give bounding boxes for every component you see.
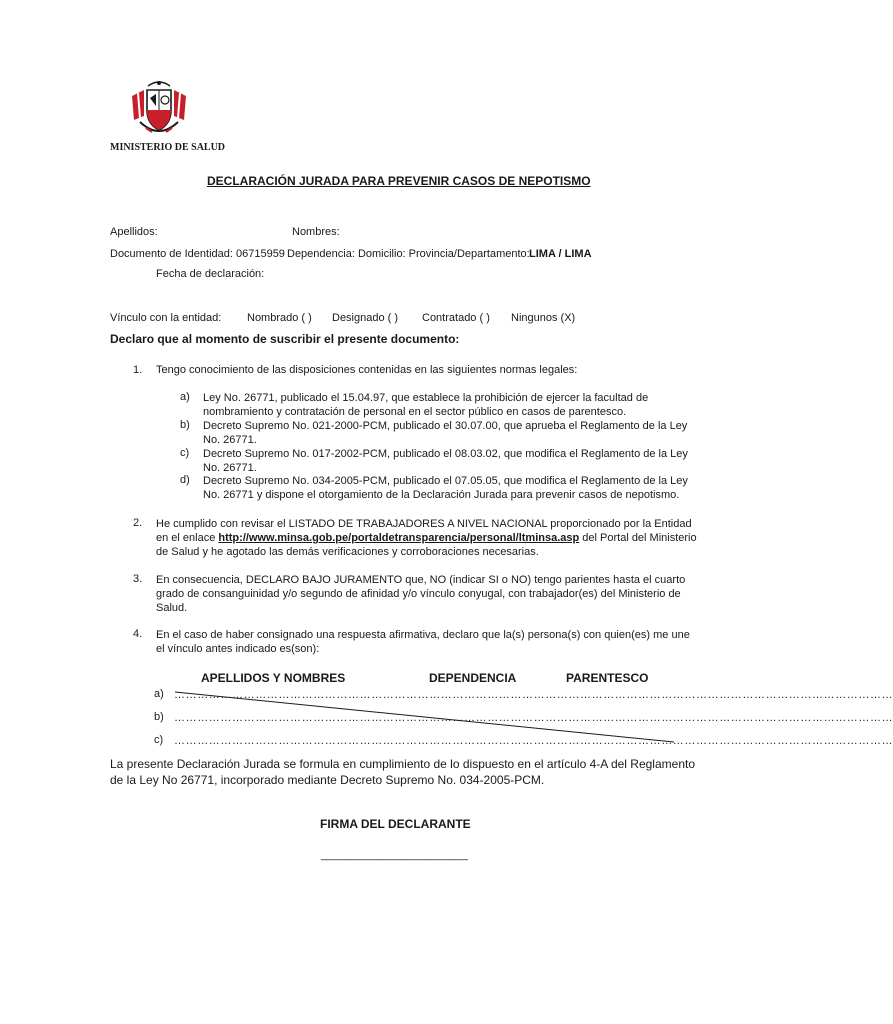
vinculo-option-nombrado: Nombrado ( ) [247,312,312,324]
declaro-heading: Declaro que al momento de suscribir el presente documento: [110,332,460,346]
item1-sub-a-letter: a) [180,391,190,403]
item1-sub-d-line2: No. 26771 y dispone el otorgamiento de la Declaración Jurada para prevenir casos de nepotismo. [203,489,680,501]
apellidos-label: Apellidos: [110,226,158,238]
fecha-label: Fecha de declaración: [156,268,265,280]
item3-line3: Salud. [156,602,188,614]
nombres-label: Nombres: [292,226,340,238]
item1-sub-c-line1: Decreto Supremo No. 017-2002-PCM, publicado el 08.03.02, que modifica el Reglamento de la Ley [203,448,688,460]
signature-line: ________________________ [321,849,468,861]
item4-line2: el vínculo antes indicado es(son): [156,643,320,655]
vinculo-option-ningunos: Ningunos (X) [511,312,576,324]
item4-line1: En el caso de haber consignado una respuesta afirmativa, declaro que la(s) persona(s) con quien(es) me une [156,629,690,641]
item1-sub-c-letter: c) [180,447,190,459]
item1-sub-d-line1: Decreto Supremo No. 034-2005-PCM, publicado el 07.05.05, que modifica el Reglamento de la Ley [203,475,688,487]
item3-line2: grado de consanguinidad y/o segundo de afinidad y/o vínculo conyugal, con trabajador(es) del Ministerio de [156,588,681,600]
item1-sub-d-letter: d) [180,474,190,486]
item1-sub-a-line2: nombramiento y contratación de personal en el sector público en casos de parentesco. [203,406,627,418]
provincia-value: LIMA / LIMA [529,248,592,260]
item3-number: 3. [133,573,143,585]
table-row-c-letter: c) [154,734,164,746]
table-header-parentesco: PARENTESCO [566,671,649,685]
item4-number: 4. [133,628,143,640]
item2-line1: He cumplido con revisar el LISTADO DE TRABAJADORES A NIVEL NACIONAL proporcionado por la Entidad [156,518,692,530]
vinculo-option-contratado: Contratado ( ) [422,312,490,324]
vinculo-option-designado: Designado ( ) [332,312,399,324]
table-row-c-dots: …………………………………………………………………………………………………………………………………………………………………… [174,735,893,747]
firma-label: FIRMA DEL DECLARANTE [320,817,471,831]
item2-number: 2. [133,517,143,529]
item1-sub-c-line2: No. 26771. [203,462,257,474]
closing-paragraph [110,756,695,788]
ministry-name: MINISTERIO DE SALUD [110,142,226,153]
item1-text: Tengo conocimiento de las disposiciones contenidas en las siguientes normas legales: [156,364,578,376]
document-title: DECLARACIÓN JURADA PARA PREVENIR CASOS DE NEPOTISMO [207,174,591,188]
item3-line1: En consecuencia, DECLARO BAJO JURAMENTO que, NO (indicar SI o NO) tengo parientes hasta el cuarto [156,574,686,586]
documento-label: Documento de Identidad: [110,248,233,260]
table-header-dependencia: DEPENDENCIA [429,671,517,685]
item1-sub-a-line1: Ley No. 26771, publicado el 15.04.97, que establece la prohibición de ejercer la facultad de [203,392,649,404]
minsa-transparency-link[interactable]: http://www.minsa.gob.pe/portaldetransparencia/personal/ltminsa.asp [218,532,580,544]
documento-value: 06715959 [235,248,285,260]
item2-line2-pre: en el enlace [156,532,219,544]
item1-sub-b-line2: No. 26771. [203,434,257,446]
item2-line2-post: del Portal del Ministerio [579,532,697,544]
table-row-b-dots: …………………………………………………………………………………………………………………………………………………………………… [174,712,893,724]
table-row-b-letter: b) [154,711,164,723]
table-row-a-letter: a) [154,688,164,700]
item1-sub-b-letter: b) [180,419,190,431]
item1-sub-b-line1: Decreto Supremo No. 021-2000-PCM, publicado el 30.07.00, que aprueba el Reglamento de la Ley [203,420,688,432]
item2-line3: de Salud y he agotado las demás verificaciones y corroboraciones necesarias. [156,546,539,558]
vinculo-label: Vínculo con la entidad: [110,312,222,324]
closing-line2: de la Ley No 26771, incorporado mediante Decreto Supremo No. 034-2005-PCM. [110,773,545,787]
item1-number: 1. [133,364,143,376]
closing-line1: La presente Declaración Jurada se formula en cumplimiento de lo dispuesto en el artículo 4-A del Reglamento [110,757,695,771]
table-header-apellidos: APELLIDOS Y NOMBRES [201,671,346,685]
table-row-a-dots: …………………………………………………………………………………………………………………………………………………………………… [174,689,893,701]
dependencia-label: Dependencia: Domicilio: Provincia/Departamento: [287,248,530,260]
